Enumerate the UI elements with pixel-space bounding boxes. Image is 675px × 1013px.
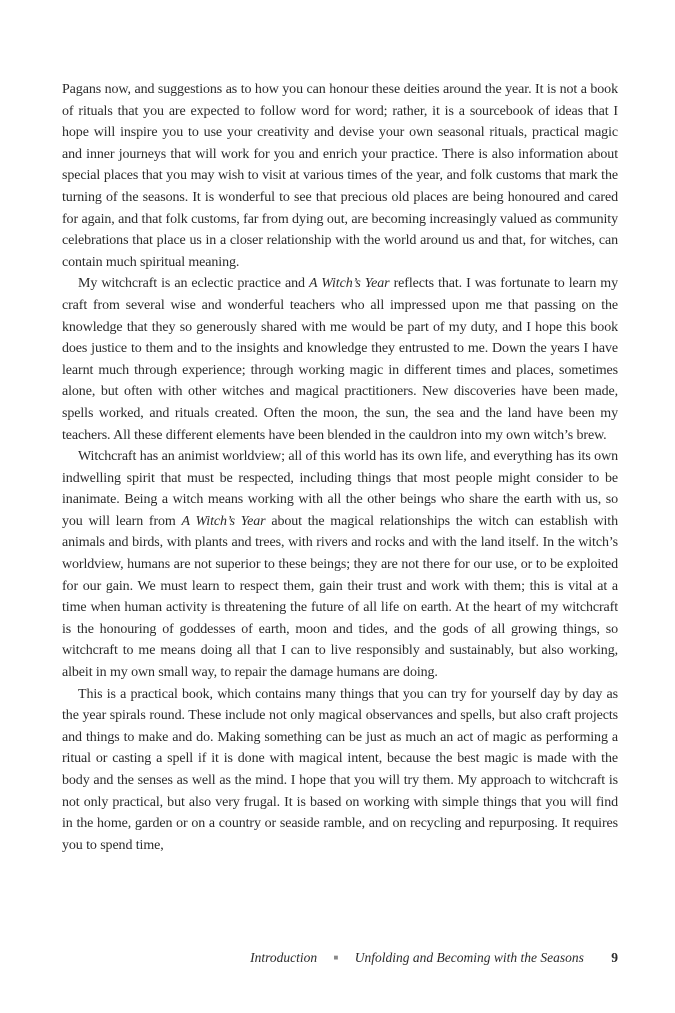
text-run: Witchcraft has an animist worldview; all of this world has its own life, and everything has its own indwelling spirit that must be respected, including things that most people might consider to be inanimate. Being a witch means working with all the other beings who share the earth with us, so you will learn from: [62, 449, 618, 529]
paragraph: [62, 446, 618, 684]
page-number: 9: [611, 950, 618, 965]
text-run: about the magical relationships the witch can establish with animals and birds, with plants and trees, with rivers and rocks and with the land itself. In the witch’s worldview, humans are not superior to these beings; they are not there for our use, or to be exploited for our gain. We must learn to respect them, gain their trust and work with them; this is vital at a time when human activity is threatening the future of all life on earth. At the heart of my witchcraft is the honouring of goddesses of earth, moon and tides, and the gods of all growing things, so witchcraft to me means doing all that I can to live responsibly and sustainably, but also working, albeit in my own small way, to repair the damage humans are doing.: [62, 513, 618, 681]
square-bullet-icon: ■: [333, 953, 339, 962]
paragraph: [62, 79, 618, 273]
text-run: This is a practical book, which contains many things that you can try for yourself day by day as the year spirals round. These include not only magical observances and spells, but also craft projects and things to make and do. Making something can be just as much an act of magic as performing a ritual or casting a spell if it is done with magical intent, because the best magic is made with the body and the senses as well as the mind. I hope that you will try them. My approach to witchcraft is not only practical, but also very frugal. It is based on working with simple things that you will find in the home, garden or on a country or seaside ramble, and on recycling and repurposing. It requires you to spend time,: [62, 686, 618, 853]
text-run: My witchcraft is an eclectic practice and: [78, 276, 309, 292]
text-run: reflects that. I was fortunate to learn my craft from several wise and wonderful teachers who all impressed upon me that passing on the knowledge that they so generously shared with me would be part of my duty, and I hope this book does justice to them and to the insights and knowledge they entrusted to me. Down the years I have learnt much through experience; through working magic in different times and places, sometimes alone, but often with other witches and magical practitioners. New discoveries have been made, spells worked, and rituals created. Often the moon, the sun, the sea and the land have been my teachers. All these different elements have been blended in the cauldron into my own witch’s brew.: [62, 276, 618, 443]
book-title-italic: A Witch’s Year: [308, 276, 390, 292]
book-title-italic: A Witch’s Year: [181, 513, 266, 529]
footer-chapter-title: Unfolding and Becoming with the Seasons: [354, 950, 584, 965]
text-run: Pagans now, and suggestions as to how you can honour these deities around the year. It is not a book of rituals that you are expected to follow word for word; rather, it is a sourcebook of ideas that I hope will inspire you to use your creativity and devise your own seasonal rituals, practical magic and inner journeys that will work for you and enrich your practice. There is also information about special places that you may wish to visit at various times of the year, and folk customs that mark the turning of the seasons. It is wonderful to see that precious old places are being honoured and cared for again, and that folk customs, far from dying out, are becoming increasingly valued as community celebrations that place us in a closer relationship with the world around us and that, for witches, can contain much spiritual meaning.: [62, 82, 618, 270]
page-footer: [62, 950, 618, 966]
page-text: [62, 79, 618, 856]
paragraph: [62, 273, 618, 446]
paragraph: [62, 684, 618, 857]
footer-section-title: Introduction: [250, 950, 318, 965]
